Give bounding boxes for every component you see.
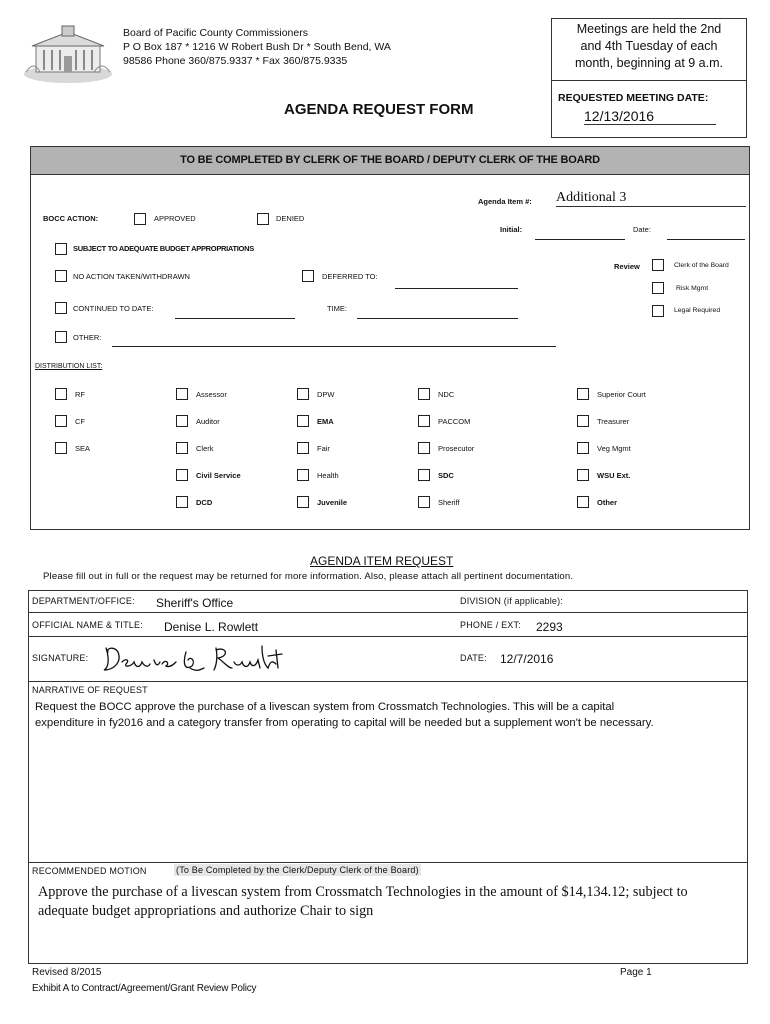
meetings-note-1: Meetings are held the 2nd [576, 22, 722, 36]
signature-image [100, 642, 300, 676]
meetings-box [551, 18, 747, 138]
other-label: OTHER: [73, 333, 102, 342]
distribution-label-item: Assessor [196, 390, 227, 399]
date-field-value[interactable]: 12/7/2016 [500, 652, 554, 666]
requested-meeting-date[interactable]: 12/13/2016 [584, 108, 716, 125]
motion-line-1: Approve the purchase of a livescan system from Crossmatch Technologies in the amount of $14,134.12; subject to [38, 884, 688, 900]
motion-label: RECOMMENDED MOTION [32, 866, 147, 876]
review-clerk-checkbox[interactable] [652, 259, 664, 271]
review-risk-checkbox[interactable] [652, 282, 664, 294]
continued-label: CONTINUED TO DATE: [73, 304, 154, 313]
footer-exhibit: Exhibit A to Contract/Agreement/Grant Review Policy [32, 983, 257, 994]
distribution-label-item: Veg Mgmt [597, 444, 631, 453]
distribution-checkbox[interactable] [176, 469, 188, 481]
signature-label: SIGNATURE: [32, 653, 89, 663]
form-title: AGENDA REQUEST FORM [284, 101, 474, 118]
distribution-label-item: Juvenile [317, 498, 348, 507]
initial-line[interactable] [535, 239, 625, 240]
distribution-checkbox[interactable] [55, 415, 67, 427]
subject-to-budget-label: SUBJECT TO ADEQUATE BUDGET APPROPRIATIONS [73, 244, 254, 253]
official-label: OFFICIAL NAME & TITLE: [32, 620, 143, 630]
distribution-checkbox[interactable] [297, 469, 309, 481]
distribution-checkbox[interactable] [55, 442, 67, 454]
deferred-checkbox[interactable] [302, 270, 314, 282]
request-instructions: Please fill out in full or the request may be returned for more information. Also, please attach all pertinent documentation. [43, 571, 574, 582]
distribution-checkbox[interactable] [577, 496, 589, 508]
org-name: Board of Pacific County Commissioners [123, 27, 308, 39]
distribution-label-item: DCD [196, 498, 213, 507]
distribution-label-item: Clerk [196, 444, 214, 453]
date-line[interactable] [667, 239, 745, 240]
agenda-item-label: Agenda Item #: [478, 197, 532, 206]
review-risk-label: Risk Mgmt [676, 285, 709, 292]
other-checkbox[interactable] [55, 331, 67, 343]
distribution-label-item: Civil Service [196, 471, 241, 480]
meetings-note-2: and 4th Tuesday of each [580, 39, 718, 53]
time-line[interactable] [357, 318, 518, 319]
distribution-checkbox[interactable] [418, 415, 430, 427]
phone-value[interactable]: 2293 [536, 620, 563, 634]
request-heading: AGENDA ITEM REQUEST [310, 554, 454, 568]
distribution-checkbox[interactable] [418, 496, 430, 508]
continued-checkbox[interactable] [55, 302, 67, 314]
no-action-label: NO ACTION TAKEN/WITHDRAWN [73, 272, 190, 281]
distribution-checkbox[interactable] [577, 388, 589, 400]
deferred-line[interactable] [395, 288, 518, 289]
distribution-checkbox[interactable] [297, 388, 309, 400]
narrative-line-2: expenditure in fy2016 and a category transfer from operating to capital will be needed but a supplement won't be necessary. [35, 717, 654, 729]
distribution-label-item: Auditor [196, 417, 220, 426]
review-clerk-label: Clerk of the Board [674, 262, 729, 269]
date-field-label: DATE: [460, 653, 487, 663]
courthouse-logo [22, 24, 114, 84]
distribution-checkbox[interactable] [176, 388, 188, 400]
narrative-line-1: Request the BOCC approve the purchase of a livescan system from Crossmatch Technologies. This will be a capital [35, 701, 615, 713]
distribution-label-item: Health [317, 471, 339, 480]
approved-label: APPROVED [154, 214, 196, 223]
division-label: DIVISION (if applicable): [460, 596, 564, 606]
distribution-checkbox[interactable] [577, 415, 589, 427]
phone-label: PHONE / EXT: [460, 620, 521, 630]
official-value[interactable]: Denise L. Rowlett [164, 620, 259, 634]
distribution-label-item: DPW [317, 390, 335, 399]
continued-line[interactable] [175, 318, 295, 319]
org-phone: 98586 Phone 360/875.9337 * Fax 360/875.9335 [123, 55, 348, 67]
no-action-checkbox[interactable] [55, 270, 67, 282]
agenda-item-value[interactable]: Additional 3 [556, 190, 746, 207]
review-legal-checkbox[interactable] [652, 305, 664, 317]
distribution-checkbox[interactable] [297, 442, 309, 454]
review-label: Review [614, 262, 640, 271]
distribution-label-item: RF [75, 390, 85, 399]
distribution-label-item: Sheriff [438, 498, 460, 507]
denied-label: DENIED [276, 214, 305, 223]
distribution-label-item: Superior Court [597, 390, 646, 399]
approved-checkbox[interactable] [134, 213, 146, 225]
narrative-label: NARRATIVE OF REQUEST [32, 685, 148, 695]
distribution-label-item: WSU Ext. [597, 471, 631, 480]
initial-label: Initial: [500, 225, 523, 234]
footer-revised: Revised 8/2015 [32, 967, 102, 978]
distribution-label-item: Prosecutor [438, 444, 475, 453]
distribution-checkbox[interactable] [577, 442, 589, 454]
distribution-label-item: SEA [75, 444, 91, 453]
requested-meeting-label: REQUESTED MEETING DATE: [558, 92, 709, 104]
distribution-checkbox[interactable] [297, 496, 309, 508]
other-line[interactable] [112, 346, 556, 347]
distribution-checkbox[interactable] [176, 496, 188, 508]
distribution-checkbox[interactable] [418, 469, 430, 481]
date-label: Date: [633, 225, 651, 234]
distribution-label-item: Treasurer [597, 417, 630, 426]
distribution-label-item: Fair [317, 444, 330, 453]
org-address: P O Box 187 * 1216 W Robert Bush Dr * South Bend, WA [123, 41, 391, 53]
distribution-checkbox[interactable] [55, 388, 67, 400]
distribution-label-item: CF [75, 417, 85, 426]
distribution-checkbox[interactable] [418, 388, 430, 400]
department-label: DEPARTMENT/OFFICE: [32, 596, 135, 606]
review-legal-label: Legal Required [674, 307, 721, 314]
meetings-note-3: month, beginning at 9 a.m. [574, 56, 723, 70]
distribution-label-item: EMA [317, 417, 334, 426]
deferred-label: DEFERRED TO: [322, 272, 378, 281]
distribution-checkbox[interactable] [577, 469, 589, 481]
clerk-banner: TO BE COMPLETED BY CLERK OF THE BOARD / DEPUTY CLERK OF THE BOARD [31, 147, 749, 175]
distribution-label-item: PACCOM [438, 417, 471, 426]
motion-line-2: adequate budget appropriations and authorize Chair to sign [38, 903, 374, 919]
distribution-label-item: SDC [438, 471, 454, 480]
distribution-checkbox[interactable] [418, 442, 430, 454]
distribution-label: DISTRIBUTION LIST: [35, 363, 103, 370]
bocc-action-label: BOCC ACTION: [43, 214, 99, 223]
footer-page: Page 1 [620, 967, 652, 978]
motion-note: (To Be Completed by the Clerk/Deputy Clerk of the Board) [176, 865, 419, 875]
distribution-checkbox[interactable] [176, 415, 188, 427]
department-value[interactable]: Sheriff's Office [156, 596, 234, 610]
denied-checkbox[interactable] [257, 213, 269, 225]
subject-to-budget-checkbox[interactable] [55, 243, 67, 255]
distribution-checkbox[interactable] [297, 415, 309, 427]
distribution-label-item: NDC [438, 390, 455, 399]
motion-text[interactable] [38, 883, 743, 921]
time-label: TIME: [327, 304, 347, 313]
narrative-text[interactable] [35, 699, 745, 731]
distribution-label-item: Other [597, 498, 618, 507]
distribution-checkbox[interactable] [176, 442, 188, 454]
